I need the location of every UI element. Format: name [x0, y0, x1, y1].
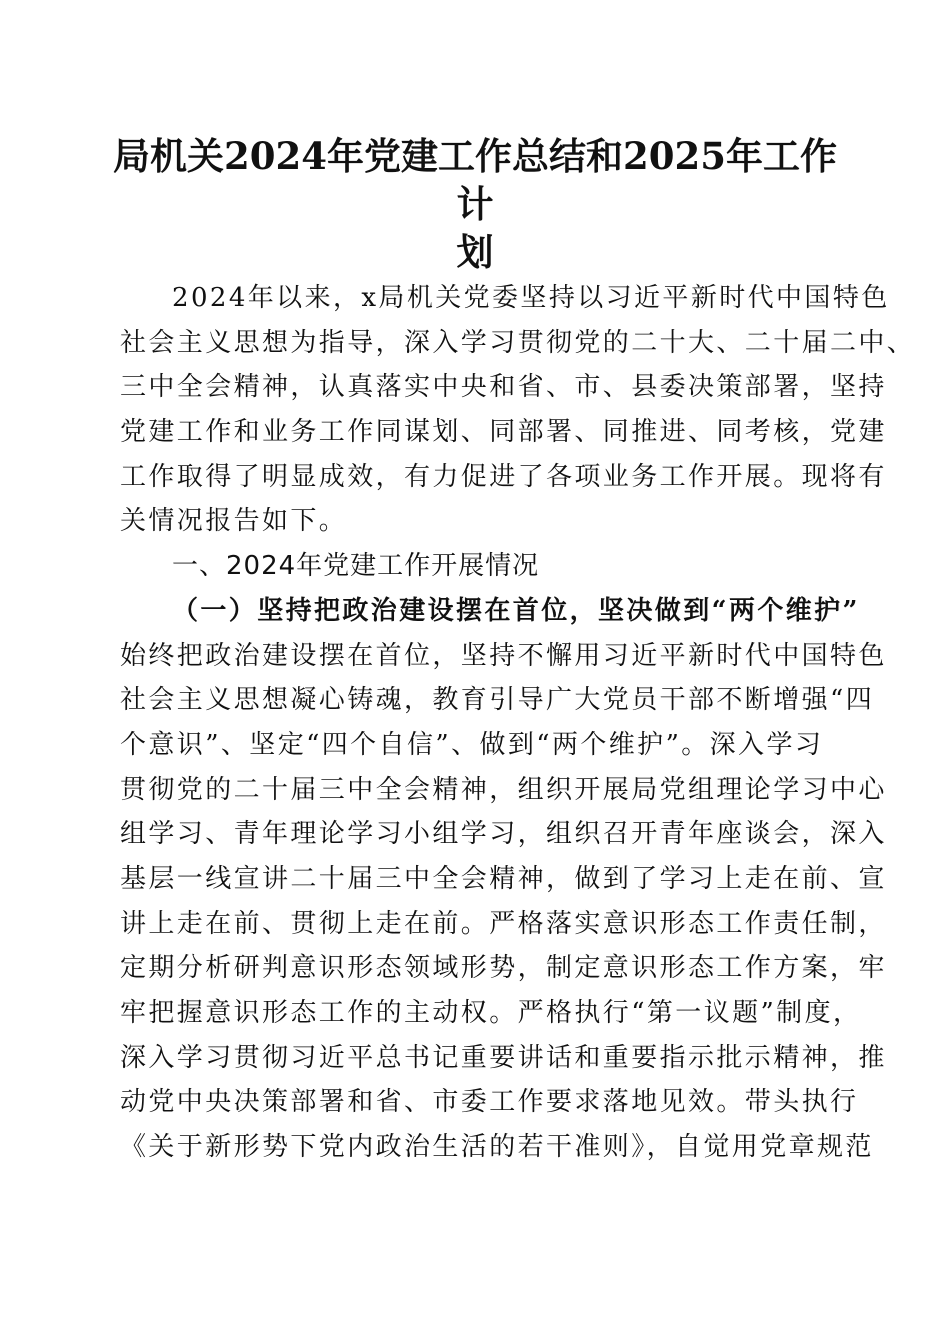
subsection-line: 基层一线宣讲二十届三中全会精神，做到了学习上走在前、宣: [120, 863, 887, 894]
intro-line: 党建工作和业务工作同谋划、同部署、同推进、同考核，党建: [120, 417, 887, 448]
document-body: [120, 276, 916, 1170]
title-line-2: 划: [456, 230, 494, 274]
intro-line: 社会主义思想为指导，深入学习贯彻党的二十大、二十届二中、: [120, 327, 916, 358]
intro-line: 关情况报告如下。: [120, 506, 348, 537]
subsection-line: 动党中央决策部署和省、市委工作要求落地见效。带头执行: [120, 1087, 859, 1118]
subsection-line: 定期分析研判意识形态领域形势，制定意识形态工作方案，牢: [120, 953, 887, 984]
subsection-line: 贯彻党的二十届三中全会精神，组织开展局党组理论学习中心: [120, 774, 887, 805]
subsection-line: 始终把政治建设摆在首位，坚持不懈用习近平新时代中国特色: [120, 640, 887, 671]
intro-line: 2024年以来，x局机关党委坚持以习近平新时代中国特色: [172, 283, 890, 313]
subsection-line: 讲上走在前、贯彻上走在前。严格落实意识形态工作责任制，: [120, 908, 887, 939]
subsection-line: 个意识”、坚定“四个自信”、做到“两个维护”。深入学习: [120, 729, 824, 760]
document-title: [110, 132, 840, 276]
subsection-line: 组学习、青年理论学习小组学习，组织召开青年座谈会，深入: [120, 819, 887, 850]
section-heading: 一、2024年党建工作开展情况: [172, 551, 540, 582]
subsection-line: 社会主义思想凝心铸魂，教育引导广大党员干部不断增强“四: [120, 685, 875, 716]
title-line-1: 局机关2024年党建工作总结和2025年工作计: [113, 134, 837, 226]
subsection-line: 《关于新形势下党内政治生活的若干准则》，自觉用党章规范: [120, 1132, 874, 1163]
intro-line: 三中全会精神，认真落实中央和省、市、县委决策部署，坚持: [120, 372, 887, 403]
intro-line: 工作取得了明显成效，有力促进了各项业务工作开展。现将有: [120, 461, 887, 492]
subsection-heading: （一）坚持把政治建设摆在首位，坚决做到“两个维护”: [172, 595, 860, 626]
subsection-line: 深入学习贯彻习近平总书记重要讲话和重要指示批示精神，推: [120, 1042, 887, 1073]
subsection-line: 牢把握意识形态工作的主动权。严格执行“第一议题”制度，: [120, 998, 862, 1028]
